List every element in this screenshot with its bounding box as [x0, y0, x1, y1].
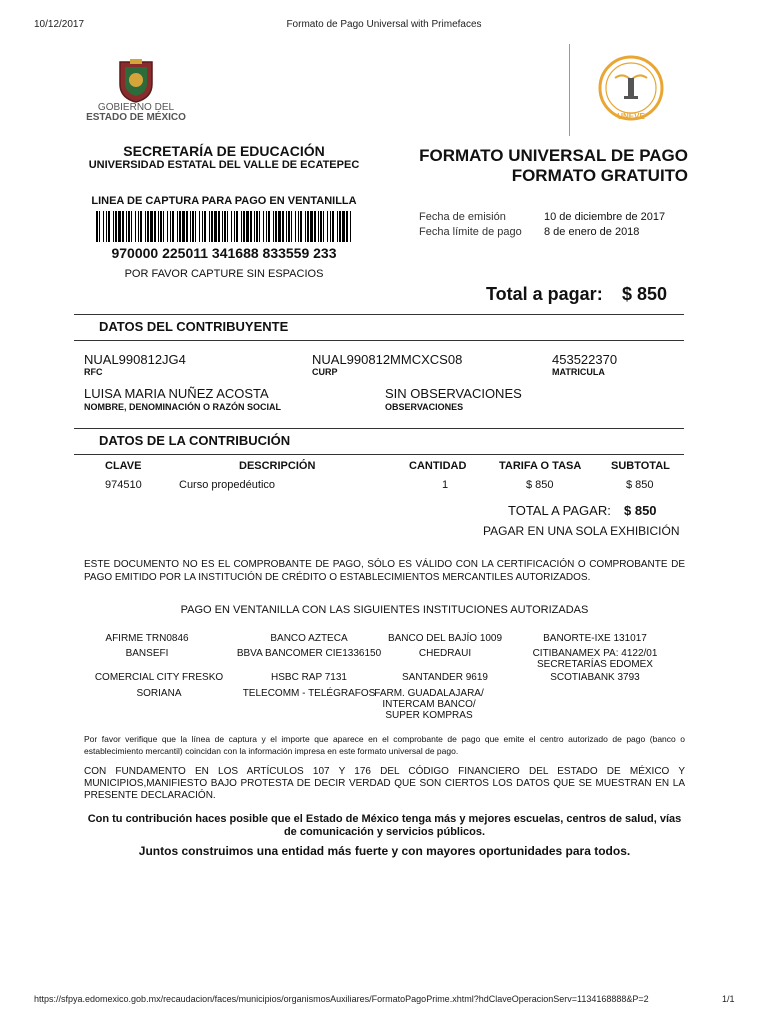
row-subtotal: $ 850	[626, 479, 654, 491]
institution-item: SORIANA	[136, 688, 182, 699]
nombre-value: LUISA MARIA NUÑEZ ACOSTA	[84, 386, 269, 401]
rule-contribuyente-top	[74, 314, 684, 315]
total-top-value: $ 850	[622, 284, 668, 304]
contribuyente-heading: DATOS DEL CONTRIBUYENTE	[99, 319, 289, 334]
total-pagar-label: TOTAL A PAGAR:	[508, 503, 611, 518]
curp-value: NUAL990812MMCXCS08	[312, 352, 463, 367]
matricula-value: 453522370	[552, 352, 618, 367]
col-clave-header: CLAVE	[105, 460, 142, 472]
print-date: 10/12/2017	[34, 19, 85, 30]
matricula-label: MATRICULA	[552, 367, 605, 377]
print-title: Formato de Pago Universal with Primefaces	[286, 19, 482, 30]
closing-message-1: Con tu contribución haces posible que el Estado de México tenga más y mejores escuelas, centros de salud, vías de comunicación y servicios públicos.	[87, 813, 682, 838]
institution-item: SECRETARÍAS EDOMEX	[537, 659, 653, 670]
institution-item: BANORTE-IXE 131017	[543, 633, 647, 644]
institution-item: TELECOMM - TELÉGRAFOS	[242, 688, 376, 699]
form-title-2: FORMATO GRATUITO	[511, 166, 688, 185]
institution-item: COMERCIAL CITY FRESKO	[94, 672, 224, 683]
total-pagar-value: $ 850	[624, 503, 657, 518]
verify-note: Por favor verifique que la línea de captura y el importe que aparece en el comprobante de pago que emite el centro autorizado de pago (banco o establecimiento mercantil) coincidan con la información impresa en este formato universal de pago.	[84, 734, 685, 756]
row-tarifa: $ 850	[526, 479, 554, 491]
institution-item: CITIBANAMEX PA: 4122/01	[532, 648, 658, 659]
closing-message-2: Juntos construimos una entidad más fuerte y con mayores oportunidades para todos.	[138, 844, 631, 858]
logo-divider	[569, 44, 570, 136]
col-subtotal-header: SUBTOTAL	[611, 460, 670, 472]
col-cantidad-header: CANTIDAD	[409, 460, 467, 472]
fundamento-text: CON FUNDAMENTO EN LOS ARTÍCULOS 107 Y 176 DEL CÓDIGO FINANCIERO DEL ESTADO DE MÉXICO Y MUNICIPIOS,MANIFIESTO BAJO PROTESTA DE DECIR VERDAD QUE SON CIERTOS LOS DATOS QUE SE MUESTRAN EN LA PRESENTE DECLARACIÓN.	[84, 766, 685, 801]
emision-label: Fecha de emisión	[419, 211, 506, 223]
institution-item: SCOTIABANK 3793	[550, 672, 640, 683]
capture-number: 970000 225011 341688 833559 233	[111, 245, 337, 261]
gobierno-label-2: ESTADO DE MÉXICO	[86, 112, 186, 123]
print-footer-page: 1/1	[722, 994, 735, 1004]
row-descripcion: Curso propedéutico	[179, 479, 276, 491]
rfc-value: NUAL990812JG4	[84, 352, 186, 367]
exhibicion-note: PAGAR EN UNA SOLA EXHIBICIÓN	[483, 524, 680, 538]
row-cantidad: 1	[442, 479, 449, 491]
print-footer-url[interactable]: https://sfpya.edomexico.gob.mx/recaudacion/faces/municipios/organismosAuxiliares/FormatoPagoPrime.xhtml?hdClaveOperacionServ=1134168888&P=2	[34, 994, 649, 1004]
emision-value: 10 de diciembre de 2017	[544, 211, 666, 223]
institution-item: CHEDRAUI	[418, 648, 472, 659]
col-tarifa-header: TARIFA O TASA	[499, 460, 582, 472]
total-top-label: Total a pagar:	[486, 284, 603, 304]
secretaria-title: SECRETARÍA DE EDUCACIÓN	[123, 143, 325, 159]
rule-contribucion-bottom	[74, 454, 684, 455]
institution-item: BBVA BANCOMER CIE1336150	[236, 648, 382, 659]
rule-contribucion-top	[74, 428, 684, 429]
limite-label: Fecha límite de pago	[419, 226, 522, 238]
estado-mexico-coat-of-arms-icon	[112, 56, 160, 104]
universidad-title: UNIVERSIDAD ESTATAL DEL VALLE DE ECATEPEC	[88, 159, 360, 171]
capture-barcode	[96, 211, 354, 242]
observaciones-value: SIN OBSERVACIONES	[385, 386, 522, 401]
institution-item: HSBC RAP 7131	[271, 672, 347, 683]
institution-item: BANCO DEL BAJÍO 1009	[387, 633, 503, 644]
observaciones-label: OBSERVACIONES	[385, 402, 464, 412]
curp-label: CURP	[312, 367, 338, 377]
institution-item: SANTANDER 9619	[402, 672, 488, 683]
institution-item: BANSEFI	[125, 648, 169, 659]
nombre-label: NOMBRE, DENOMINACIÓN O RAZÓN SOCIAL	[84, 402, 281, 412]
row-clave: 974510	[105, 479, 142, 491]
col-descripcion-header: DESCRIPCIÓN	[239, 460, 316, 472]
contribucion-heading: DATOS DE LA CONTRIBUCIÓN	[99, 433, 291, 448]
gobierno-label-1: GOBIERNO DEL	[97, 102, 175, 113]
rfc-label: RFC	[84, 367, 103, 377]
institution-item: BANCO AZTECA	[270, 633, 348, 644]
capture-heading: LINEA DE CAPTURA PARA PAGO EN VENTANILLA	[91, 195, 357, 207]
institution-item: FARM. GUADALAJARA/ INTERCAM BANCO/ SUPER KOMPRAS	[374, 688, 484, 721]
uneve-label: UNEVE	[617, 112, 645, 121]
rule-contribuyente-bottom	[74, 340, 684, 341]
instituciones-heading: PAGO EN VENTANILLA CON LAS SIGUIENTES INSTITUCIONES AUTORIZADAS	[180, 604, 589, 616]
limite-value: 8 de enero de 2018	[544, 226, 640, 238]
capture-note: POR FAVOR CAPTURE SIN ESPACIOS	[124, 268, 324, 280]
form-title-1: FORMATO UNIVERSAL DE PAGO	[419, 146, 688, 165]
disclaimer-text: ESTE DOCUMENTO NO ES EL COMPROBANTE DE PAGO, SÓLO ES VÁLIDO CON LA CERTIFICACIÓN O COMPROBANTE DE PAGO EMITIDO POR LA INSTITUCIÓN DE CRÉDITO O ESTABLECIMIENTOS MERCANTILES AUTORIZADOS.	[84, 559, 685, 583]
institution-item: AFIRME TRN0846	[105, 633, 189, 644]
